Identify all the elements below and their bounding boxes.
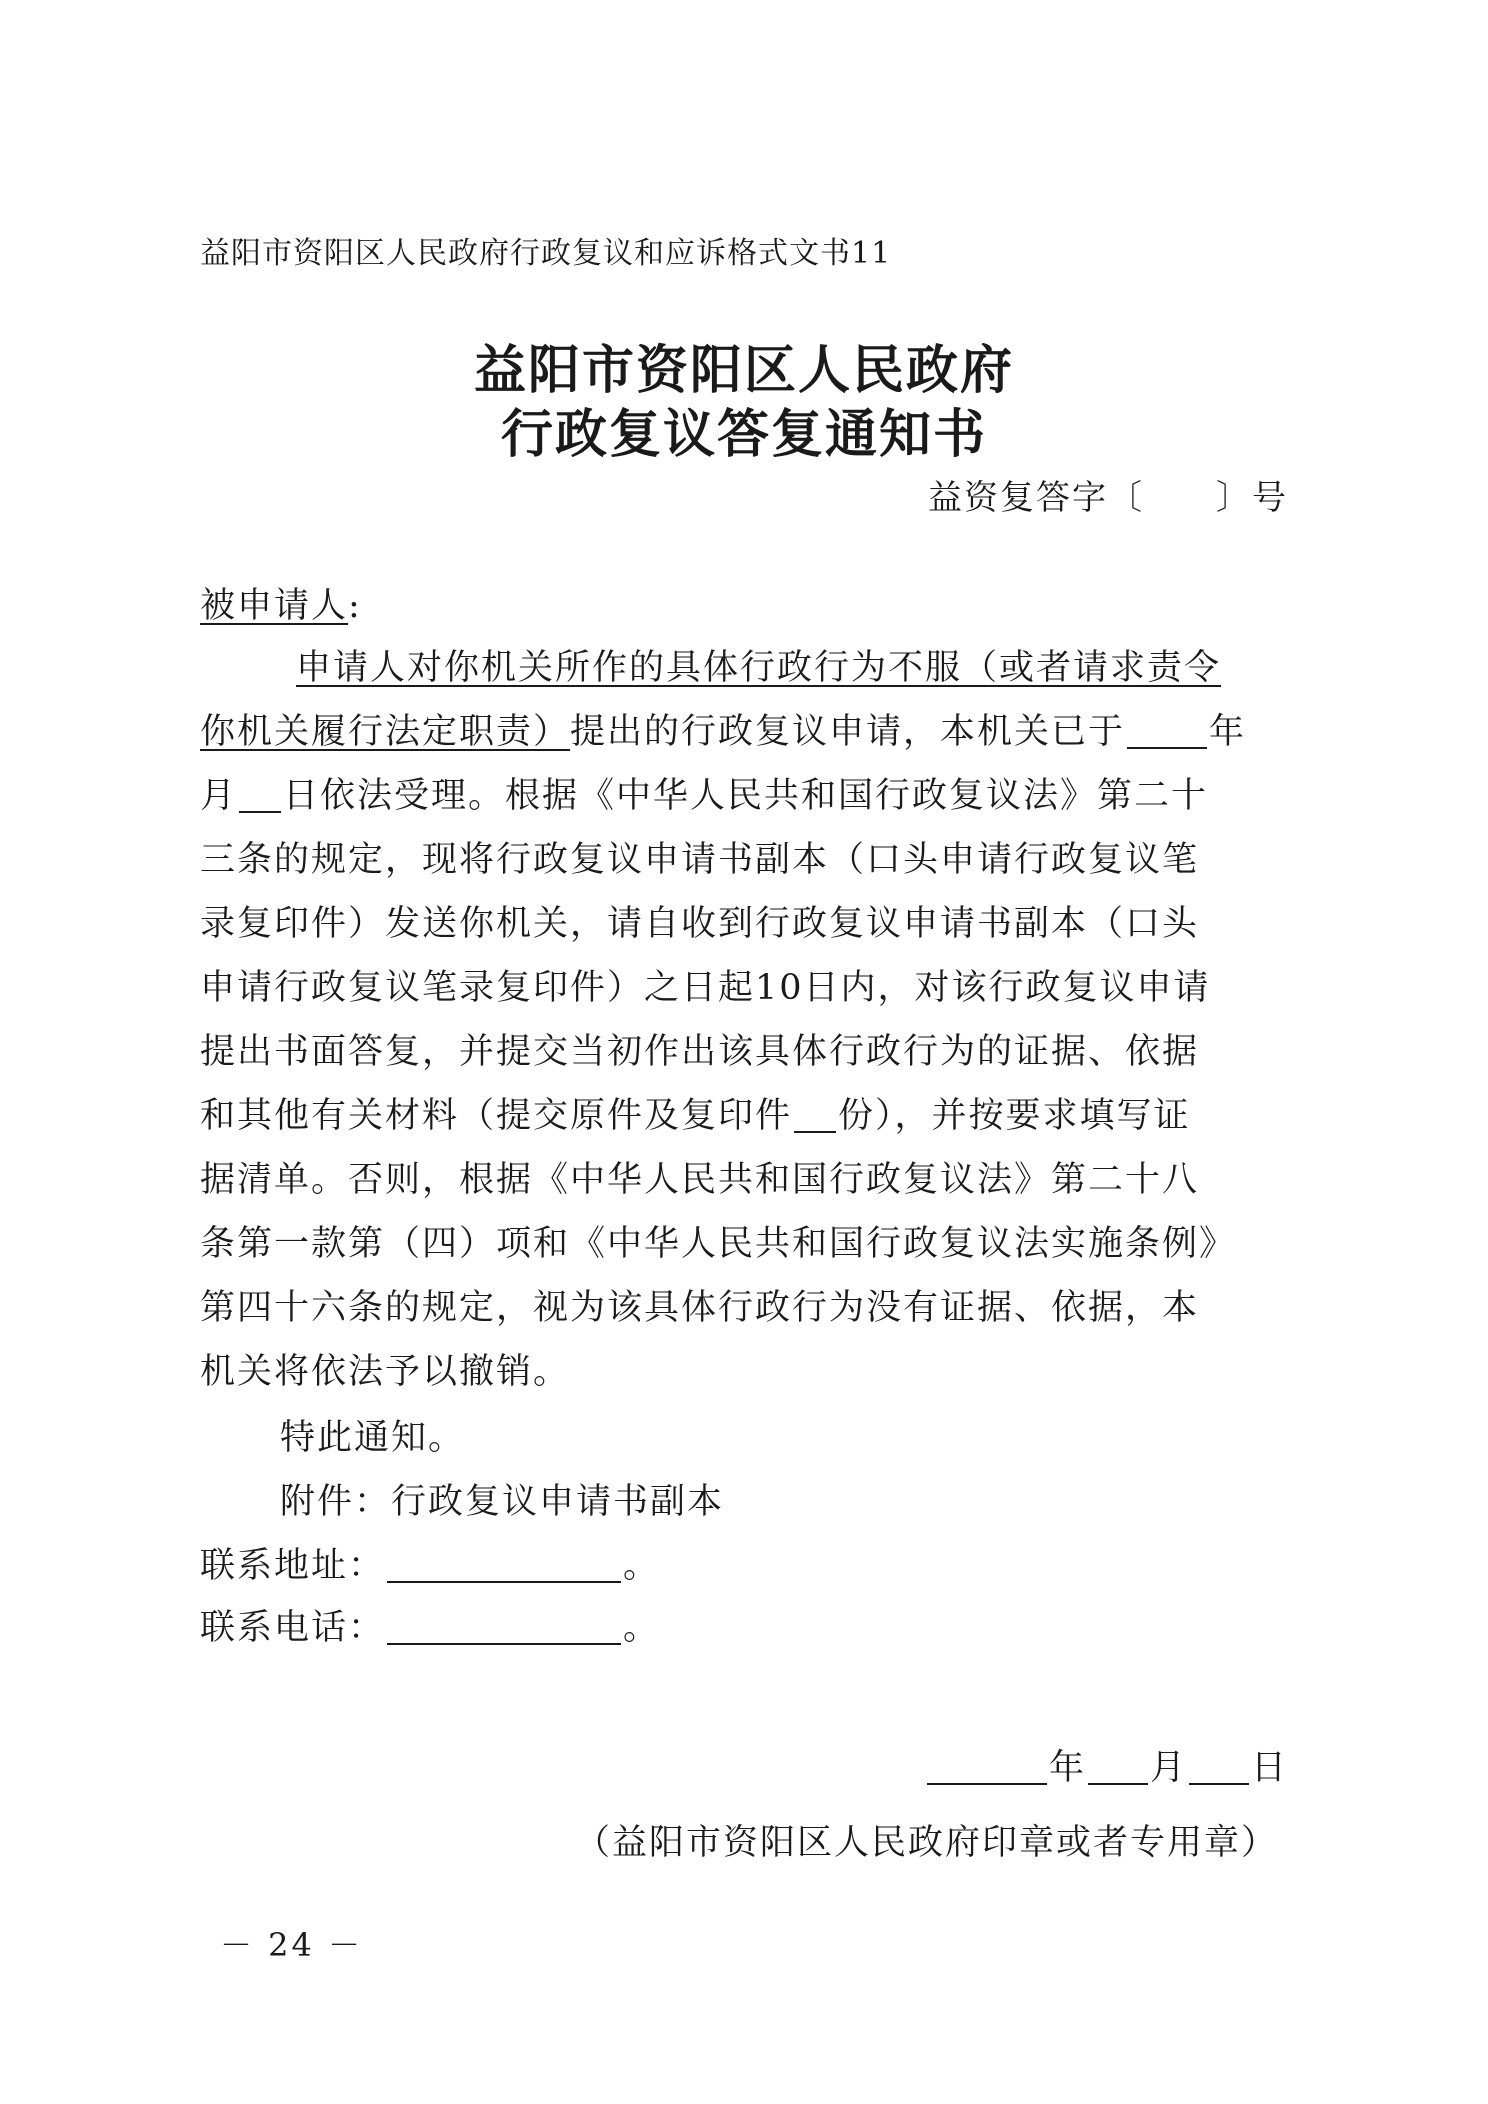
addressee-line <box>200 578 362 628</box>
body-text: 日依法受理。根据《中华人民共和国行政复议法》第二十 <box>283 776 1209 816</box>
day-blank <box>1189 1747 1249 1785</box>
contact-address-blank <box>387 1545 621 1583</box>
form-series-label: 益阳市资阳区人民政府行政复议和应诉格式文书11 <box>200 236 892 271</box>
body-line: 提出书面答复，并提交当初作出该具体行政行为的证据、依据 <box>200 1032 1200 1072</box>
body-line: 机关将依法予以撤销。 <box>200 1352 571 1392</box>
body-line <box>200 636 1290 700</box>
contact-phone-line <box>200 1600 660 1650</box>
body-line: 据清单。否则，根据《中华人民共和国行政复议法》第二十八 <box>200 1160 1200 1200</box>
body-line <box>200 764 1290 828</box>
year-blank <box>927 1747 1047 1785</box>
body-text: 份），并按要求填写证 <box>838 1096 1191 1136</box>
document-title-line-1: 益阳市资阳区人民政府 <box>473 341 1014 401</box>
contact-phone-label: 联系电话： <box>200 1608 386 1648</box>
contact-address-line <box>200 1538 660 1588</box>
addressee-colon: : <box>348 586 362 626</box>
body-line: 录复印件）发送你机关，请自收到行政复议申请书副本（口头 <box>200 904 1200 944</box>
period-mark: 。 <box>623 1546 661 1586</box>
year-blank <box>1127 711 1207 749</box>
month-label: 月 <box>1149 1748 1187 1788</box>
underlined-clause: 你机关履行法定职责） <box>200 712 571 752</box>
month-blank <box>1088 1747 1148 1785</box>
body-text: 年 <box>1209 712 1247 752</box>
year-label: 年 <box>1048 1748 1086 1788</box>
seal-note: （益阳市资阳区人民政府印章或者专用章） <box>574 1823 1278 1863</box>
body-line <box>200 1084 1290 1148</box>
copies-blank <box>794 1095 836 1133</box>
date-line <box>925 1740 1288 1790</box>
closing-line: 特此通知。 <box>280 1418 466 1458</box>
addressee-label: 被申请人 <box>200 586 349 626</box>
day-label: 日 <box>1250 1748 1288 1788</box>
body-line: 第四十六条的规定，视为该具体行政行为没有证据、依据，本 <box>200 1288 1200 1328</box>
document-title-line-2: 行政复议答复通知书 <box>500 405 987 465</box>
period-mark: 。 <box>623 1608 661 1648</box>
underlined-clause: 申请人对你机关所作的具体行政行为不服（或者请求责令 <box>296 648 1222 688</box>
page-number: － 24 － <box>220 1926 364 1964</box>
body-text: 和其他有关材料（提交原件及复印件 <box>200 1096 793 1136</box>
document-number: 益资复答字〔 〕号 <box>928 478 1288 518</box>
body-line <box>200 700 1290 764</box>
body-line: 申请行政复议笔录复印件）之日起10日内，对该行政复议申请 <box>200 968 1211 1008</box>
body-text: 提出的行政复议申请，本机关已于 <box>570 712 1126 752</box>
attachment-line: 附件：行政复议申请书副本 <box>280 1482 725 1522</box>
contact-phone-blank <box>387 1607 621 1645</box>
month-blank <box>239 775 281 813</box>
body-line: 三条的规定，现将行政复议申请书副本（口头申请行政复议笔 <box>200 840 1200 880</box>
body-text: 月 <box>200 776 238 816</box>
body-line: 条第一款第（四）项和《中华人民共和国行政复议法实施条例》 <box>200 1224 1237 1264</box>
contact-address-label: 联系地址： <box>200 1546 386 1586</box>
notice-body <box>200 636 1290 1404</box>
